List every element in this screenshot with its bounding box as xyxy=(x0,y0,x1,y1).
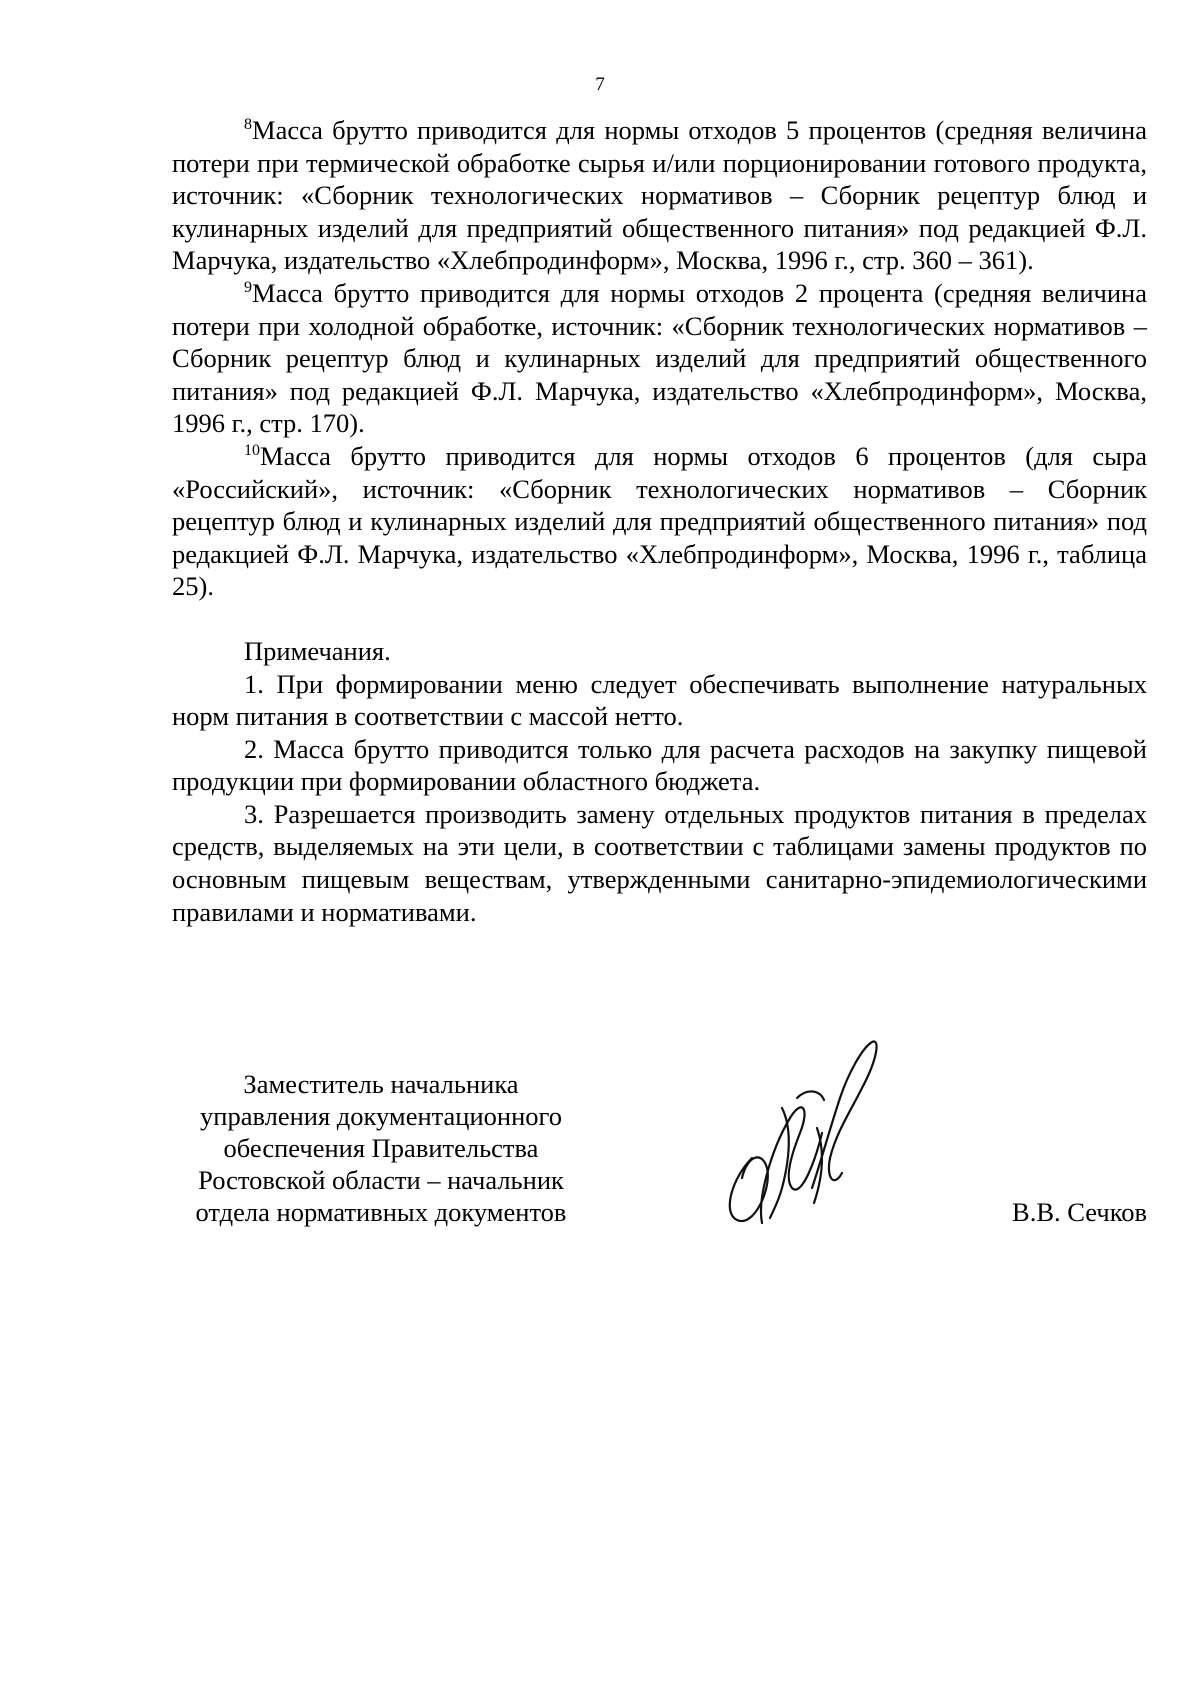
footnote-9 xyxy=(172,277,1147,440)
footnote-number: 9 xyxy=(244,278,252,296)
signer-title-line: отдела нормативных документов xyxy=(195,1197,567,1227)
note-item-3: 3. Разрешается производить замену отдельных продуктов питания в пределах средств, выделяемых на эти цели, в соответствии с таблицами замены продуктов по основным пищевым веществам, утвержденными санитарно-эпидемиологическими правилами и нормативами. xyxy=(172,798,1147,927)
signer-title xyxy=(172,1068,590,1228)
signer-title-line: Ростовской области – начальник xyxy=(198,1165,564,1195)
footnote-text: Масса брутто приводится для нормы отходов 2 процента (средняя величина потери при холодной обработке, источник: «Сборник технологических нормативов – Сборник рецептур блюд и кулинарных изделий для предприятий общественного питания» под редакцией Ф.Л. Марчука, издательство «Хлебпродинформ», Москва, 1996 г., стр. 170). xyxy=(172,277,1147,439)
footnote-8 xyxy=(172,114,1147,277)
page-number: 7 xyxy=(595,74,605,95)
notes-heading: Примечания. xyxy=(244,635,391,666)
footnote-text: Масса брутто приводится для нормы отходов 6 процентов (для сыра «Российский», источник: «Сборник технологических нормативов – Сборник рецептур блюд и кулинарных изделий для предприятий общественного питания» под редакцией Ф.Л. Марчука, издательство «Хлебпродинформ», Москва, 1996 г., таблица 25). xyxy=(172,440,1147,602)
footnote-text: Масса брутто приводится для нормы отходов 5 процентов (средняя величина потери при термической обработке сырья и/или порционировании готового продукта, источник: «Сборник технологических нормативов – Сборник рецептур блюд и кулинарных изделий для предприятий общественного питания» под редакцией Ф.Л. Марчука, издательство «Хлебпродинформ», Москва, 1996 г., стр. 360 – 361). xyxy=(172,115,1147,276)
document-body xyxy=(172,114,1147,928)
footnote-number: 10 xyxy=(244,441,260,459)
signer-name: В.В. Сечков xyxy=(1012,1197,1147,1227)
footnote-number: 8 xyxy=(244,116,252,133)
signer-title-line: обеспечения Правительства xyxy=(223,1133,539,1163)
note-item-1: 1. При формировании меню следует обеспечивать выполнение натуральных норм питания в соответствии с массой нетто. xyxy=(172,668,1147,732)
signer-title-line: Заместитель начальника xyxy=(243,1069,519,1099)
signature-block xyxy=(172,1068,1147,1248)
note-item-2: 2. Масса брутто приводится только для расчета расходов на закупку пищевой продукции при формировании областного бюджета. xyxy=(172,733,1147,797)
signer-title-line: управления документационного xyxy=(200,1101,562,1131)
footnote-10 xyxy=(172,440,1147,603)
handwritten-signature xyxy=(712,1038,892,1238)
